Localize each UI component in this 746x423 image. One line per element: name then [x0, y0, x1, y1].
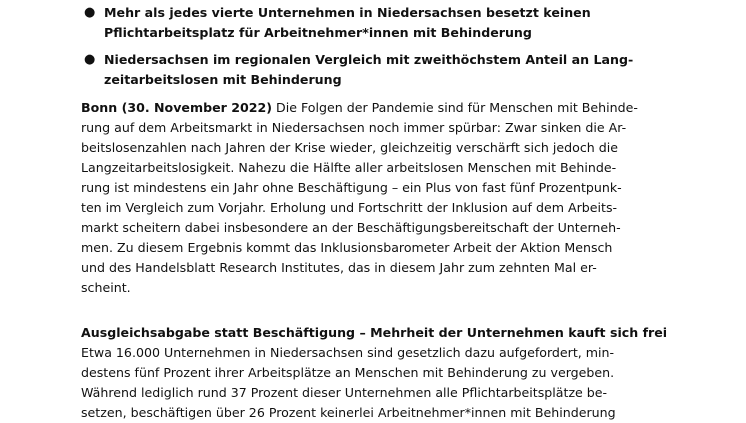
- section-heading: [81, 323, 668, 343]
- summary-bullet-1: [84, 3, 644, 43]
- intro-line-1-text: Die Folgen der Pandemie sind für Menschen mit Behinde-: [272, 100, 638, 115]
- bullet-dot-icon: ●: [84, 5, 96, 20]
- section-line: Während lediglich rund 37 Prozent dieser Unternehmen alle Pflichtarbeitsplätze be-: [81, 385, 608, 400]
- intro-line: rung auf dem Arbeitsmarkt in Niedersachsen noch immer spürbar: Zwar sinken die Ar-: [81, 120, 627, 135]
- intro-paragraph: [81, 98, 641, 298]
- section-paragraph: [81, 323, 668, 423]
- section-line: Etwa 16.000 Unternehmen in Niedersachsen sind gesetzlich dazu aufgefordert, min-: [81, 345, 615, 360]
- intro-line: ten im Vergleich zum Vorjahr. Erholung und Fortschritt der Inklusion auf dem Arbeits-: [81, 200, 618, 215]
- bullet-dot-icon: ●: [84, 52, 96, 67]
- intro-line: rung ist mindestens ein Jahr ohne Beschäftigung – ein Plus von fast fünf Prozentpunk-: [81, 180, 622, 195]
- summary-bullet-2: [84, 50, 644, 90]
- intro-line: scheint.: [81, 280, 131, 295]
- section-line: setzen, beschäftigen über 26 Prozent keinerlei Arbeitnehmer*innen mit Behinderung: [81, 405, 616, 420]
- summary-bullet-list: [84, 3, 644, 97]
- bullet-1-line-2: Pflichtarbeitsplatz für Arbeitnehmer*innen mit Behinderung: [104, 25, 532, 40]
- intro-line: Langzeitarbeitslosigkeit. Nahezu die Hälfte aller arbeitslosen Menschen mit Behinde-: [81, 160, 617, 175]
- bullet-2-line-1: Niedersachsen im regionalen Vergleich mit zweithöchstem Anteil an Lang-: [104, 52, 634, 67]
- bullet-2-line-2: zeitarbeitslosen mit Behinderung: [104, 72, 342, 87]
- dateline: Bonn (30. November 2022): [81, 100, 273, 115]
- section-heading-text: Ausgleichsabgabe statt Beschäftigung – Mehrheit der Unternehmen kauft sich frei: [81, 325, 668, 340]
- section-line: destens fünf Prozent ihrer Arbeitsplätze an Menschen mit Behinderung zu vergeben.: [81, 365, 615, 380]
- intro-line: und des Handelsblatt Research Institutes, das in diesem Jahr zum zehnten Mal er-: [81, 260, 597, 275]
- intro-line: beitslosenzahlen nach Jahren der Krise wieder, gleichzeitig verschärft sich jedoch die: [81, 140, 618, 155]
- intro-line: markt scheitern dabei insbesondere an der Beschäftigungsbereitschaft der Unterneh-: [81, 220, 621, 235]
- intro-line: men. Zu diesem Ergebnis kommt das Inklusionsbarometer Arbeit der Aktion Mensch: [81, 240, 613, 255]
- intro-line-1: [81, 98, 641, 118]
- bullet-1-line-1: Mehr als jedes vierte Unternehmen in Niedersachsen besetzt keinen: [104, 5, 591, 20]
